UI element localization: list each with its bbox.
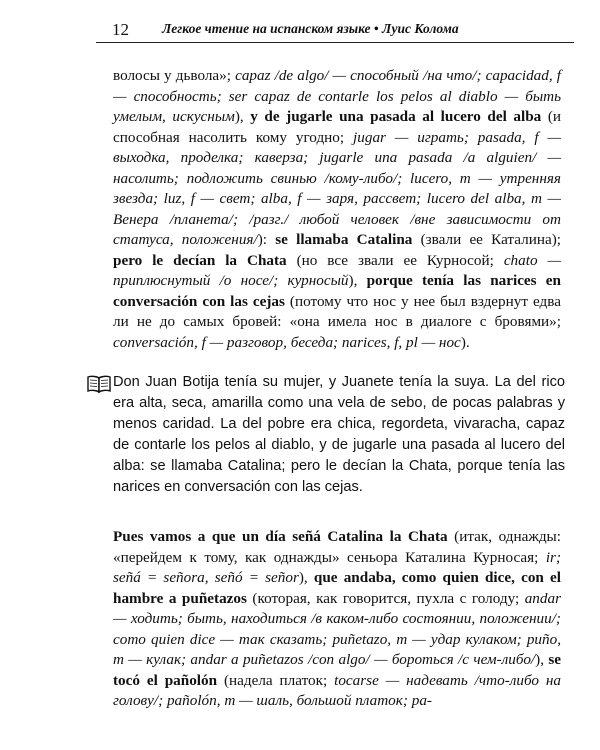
text-run: (потому что нос у нее был вздернут едва ли не до самых бровей: «она имела нос в диалоге с бровями»; — [113, 292, 561, 330]
text-run: se tocó el pañolón — [113, 651, 561, 689]
text-run: ), — [348, 272, 367, 289]
text-run: ), — [535, 651, 549, 668]
running-title: Легкое чтение на испанском языке • Луис Колома — [162, 21, 459, 36]
text-run: pero le decían la Chata — [113, 251, 287, 269]
text-run: andar — ходить; быть, находиться /в каком-либо состоянии, положении/; como quien dice — так сказать; puñetazo, m — удар кулаком; puño, m — кулак; andar a puñetazos /con algo/ — бороться /с чем-либо/ — [113, 589, 561, 668]
commentary-paragraph-1 — [113, 66, 561, 353]
text-run: (и способная насолить кому угодно; — [113, 108, 562, 146]
running-header — [96, 12, 574, 43]
text-run: capaz /de algo/ — способный /на что/; capacidad, f — способность; ser capaz de contarle los pelos al diablo — быть умелым, искусным — [113, 67, 561, 125]
text-run: волосы у дьвола»; — [113, 67, 236, 84]
text-run: que andaba, como quien dice, con el hambre a puñetazos — [113, 569, 561, 607]
text-run: conversación, f — разговор, беседа; narices, f, pl — нос — [113, 333, 461, 351]
text-run: (но все звали ее Курносой; — [286, 251, 504, 269]
text-run: (которая, как говорится, пухла с голоду; — [246, 589, 525, 607]
text-run: ), — [298, 569, 314, 586]
text-run: ir; señá = señora, señó = señor — [113, 548, 561, 586]
text-run: jugar — играть; pasada, f — выходка, проделка; каверза; jugarle una pasada /a alguien/ — насолить; подложить свинью /кому-либо/; lucero, m — утренняя звезда; luz, f — свет; alba, f — заря, рассвет; lucero del alba, m — Венера /планета/; /разг./ любой человек /вне зависимости от статуса, положения/ — [113, 128, 561, 248]
text-run: y de jugarle una pasada al lucero del alba — [250, 108, 542, 125]
text-run: (итак, однажды: «перейдем к тому, как однажды» сеньора Каталина Курносая; — [113, 528, 561, 566]
commentary-paragraph-2 — [113, 527, 561, 712]
text-run: porque tenía las narices en conversación con las cejas — [113, 272, 561, 310]
text-run: ), — [234, 108, 251, 125]
text-run: tocarse — надевать /что-либо на голову/; pañolón, m — шаль, большой платок; pa- — [113, 671, 562, 709]
open-book-icon — [86, 374, 112, 394]
text-run: ). — [460, 333, 470, 351]
page-number: 12 — [112, 20, 129, 39]
text-run: chato — приплюснутый /о носе/; курносый — [113, 251, 561, 289]
text-run: Pues vamos a que un día señá Catalina la Chata — [113, 528, 448, 545]
text-run: se llamaba Catalina — [275, 231, 413, 248]
text-run: (звали ее Каталина); — [412, 231, 561, 248]
original-text-paragraph: Don Juan Botija tenía su mujer, y Juanete tenía la suya. La del rico era alta, seca, amarilla como una vela de sebo, de pocas palabras y menos caridad. La del pobre era chica, regordeta, vivaracha, capaz de contarle los pelos al diablo, y de jugarle una pasada al lucero del alba: se llamaba Catalina; pero le decían la Chata, porque tenía las narices en conversación con las cejas. — [113, 374, 565, 495]
text-run: (надела платок; — [217, 671, 335, 689]
text-run: ): — [257, 231, 276, 248]
